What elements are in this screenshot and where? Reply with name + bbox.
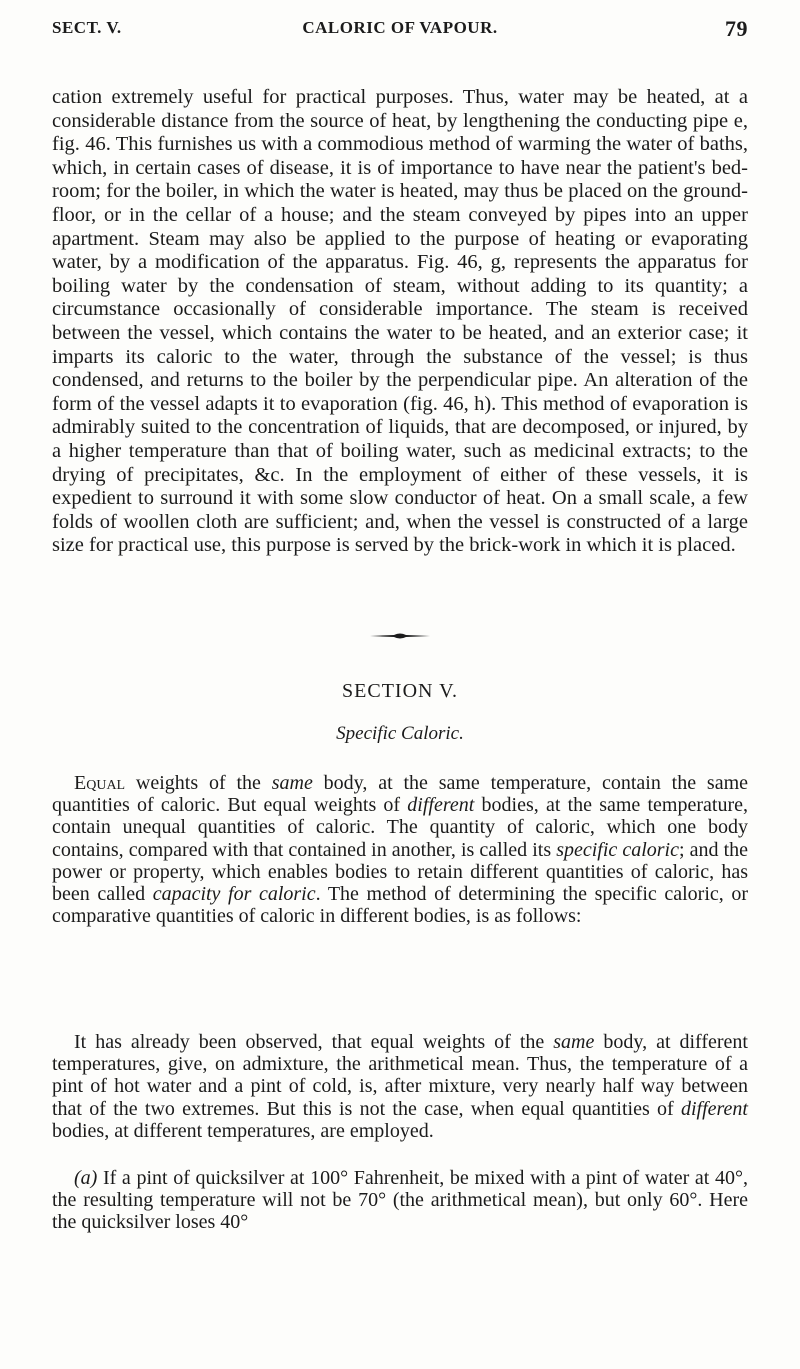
text-run: bodies, at different temperatures, are employed. [52,1119,434,1142]
section-heading: SECTION V. [342,680,458,702]
chapter-title: CALORIC OF VAPOUR. [302,18,498,37]
emphasis-different: different [680,1097,748,1120]
paragraph-arithmetical-mean [52,1031,748,1142]
example-label: (a) [74,1167,98,1189]
text-run: body, at different temperatures, give, on admixture, the arithmetical mean. Thus, the temperature of a pint of hot water and a pint of cold, is, after mixture, very nearly half way between that of the two extremes. But this is not the case, when equal quantities of [52,1031,748,1120]
text-run: ; and the power or property, which enables bodies to retain different quantities of caloric, has been called [52,838,749,906]
text-run: weights of the [125,772,272,794]
lead-word: Equal [74,772,126,794]
section-divider [370,631,430,641]
emphasis-capacity-for-caloric: capacity for caloric [152,883,316,906]
paragraph-quicksilver-example [52,1167,748,1234]
paragraph-steam-heating: cation extremely useful for practical purposes. Thus, water may be heated, at a considerable distance from the source of heat, by lengthening the conducting pipe e, fig. 46. This furnishes us with a commodious method of warming the water of baths, which, in certain cases of disease, it is of importance to have near the patient's bed-room; for the boiler, in which the water is heated, may thus be placed on the ground-floor, or in the cellar of a house; and the steam conveyed by pipes into an upper apartment. Steam may also be applied to the purpose of heating or evaporating water, by a modification of the apparatus. Fig. 46, g, represents the apparatus for boiling water by the condensation of steam, without adding to its quantity; a circumstance occasionally of considerable importance. The steam is received between the vessel, which contains the water to be heated, and an exterior case; it imparts its caloric to the water, through the substance of the vessel; is thus condensed, and returns to the boiler by the perpendicular pipe. An alteration of the form of the vessel adapts it to evaporation (fig. 46, h). This method of evaporation is admirably suited to the concentration of liquids, that are decomposed, or injured, by a higher temperature than that of boiling water, such as medicinal extracts; to the drying of precipitates, &c. In the employment of either of these vessels, it is expedient to surround it with some slow conductor of heat. On a small scale, a few folds of woollen cloth are sufficient; and, when the vessel is constructed of a large size for practical use, this purpose is served by the brick-work in which it is placed. [52,86,748,557]
emphasis-different: different [407,794,475,817]
text-run: If a pint of quicksilver at 100° Fahrenheit, be mixed with a pint of water at 40°, the resulting temperature will not be 70° (the arithmetical mean), but only 60°. Here the quicksilver loses 40° [52,1167,748,1234]
text-run: bodies, at the same temperature, contain unequal quantities of caloric. The quantity of caloric, which one body contains, compared with that contained in another, is called its [52,794,748,861]
emphasis-same: same [553,1031,595,1053]
text-run: . The method of determining the specific caloric, or comparative quantities of caloric in different bodies, is as follows: [52,883,749,928]
page-number: 79 [725,16,748,41]
section-subtitle: Specific Caloric. [336,723,464,744]
section-reference: SECT. V. [52,18,122,37]
emphasis-same: same [271,772,313,794]
emphasis-specific-caloric: specific caloric [556,838,679,861]
paragraph-specific-caloric-definition [52,772,748,927]
running-head [52,18,748,44]
text-run: body, at the same temperature, contain the same quantities of caloric. But equal weights of [52,772,749,817]
text-run: It has already been observed, that equal weights of the [74,1031,554,1053]
